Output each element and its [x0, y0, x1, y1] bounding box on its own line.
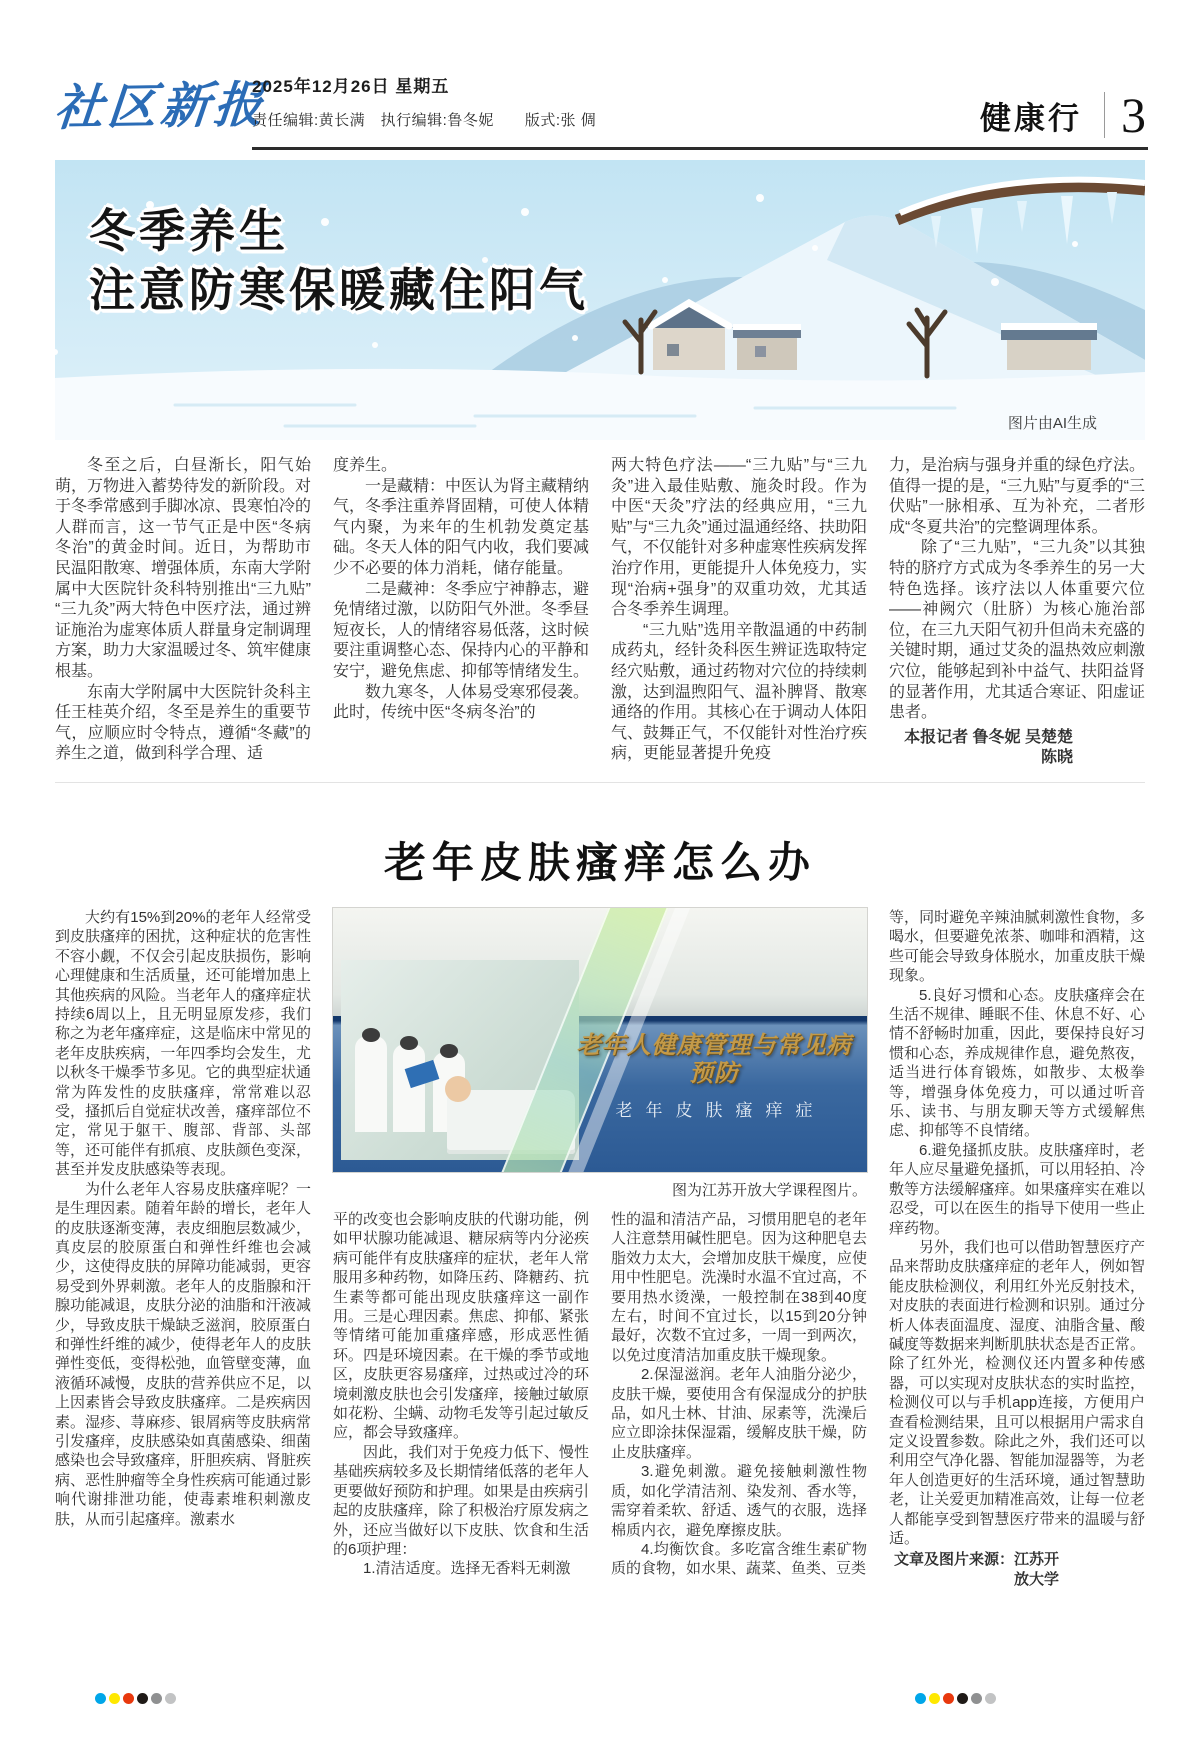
- paragraph: 另外，我们也可以借助智慧医疗产品来帮助皮肤瘙痒症的老年人，例如智能皮肤检测仪，利用红外光反射技术，对皮肤的表面进行检测和识别。通过分析人体表面温度、湿度、油脂含量、酸碱度等数据来判断肌肤状态是否正常。除了红外光，检测仪还内置多种传感器，可以实现对皮肤状态的实时监控，检测仪可以与手机app连接，方便用户查看检测结果，且可以根据用户需求自定义设置参数。除此之外，我们还可以利用空气净化器、智能加湿器等，为老年人创造更好的生活环境，通过智慧助老，让关爱更加精准高效，让每一位老人都能享受到智慧医疗带来的温暖与舒适。: [889, 1238, 1145, 1547]
- registration-marks-left: [95, 1693, 176, 1704]
- article2-body: [55, 908, 1145, 1598]
- section-divider: [1104, 92, 1105, 138]
- article-column: [611, 456, 867, 774]
- paragraph: “三九贴”选用辛散温通的中药制成药丸，经针灸科医生辨证选取特定经穴贴敷，通过药物对穴位的持续刺激，达到温煦阳气、温补脾肾、散寒通络的作用。其核心在于调动人体阳气、鼓舞正气，不仅能针对性治疗疾病，更能显著提升免疫: [611, 621, 868, 763]
- registration-dot: [915, 1693, 926, 1704]
- article-column: [889, 456, 1145, 774]
- registration-marks-right: [915, 1693, 996, 1704]
- paragraph: 二是藏神：冬季应宁神静志，避免情绪过激，以防阳气外泄。冬季昼短夜长，人的情绪容易低落，这时候要注重调整心态、保持内心的平静和安宁，避免焦虑、抑郁等情绪发生。: [333, 580, 590, 680]
- paragraph: 度养生。: [333, 457, 398, 474]
- paragraph: 因此，我们对于免疫力低下、慢性基础疾病较多及长期情绪低落的老年人更要做好预防和护理。如果是由疾病引起的皮肤瘙痒，除了积极治疗原发病之外，还应当做好以下皮肤、饮食和生活的6项护理：: [333, 1443, 589, 1558]
- paragraph: 除了“三九贴”，“三九灸”以其独特的脐疗方式成为冬季养生的另一大特色选择。该疗法以人体重要穴位——神阙穴（肚脐）为核心施治部位，在三九天阳气初升但尚未充盛的关键时期，通过艾灸的温热效应刺激穴位，能够起到补中益气、扶阳益肾的显著作用，尤其适合寒证、阳虚证患者。: [889, 539, 1146, 722]
- patient-figure: [445, 1076, 471, 1102]
- registration-dot: [957, 1693, 968, 1704]
- nurse-figure: [393, 1044, 425, 1132]
- page-number: 3: [1121, 87, 1146, 143]
- paragraph: 等，同时避免辛辣油腻刺激性食物，多喝水，但要避免浓茶、咖啡和酒精，这些可能会导致身体脱水，加重皮肤干燥现象。: [889, 909, 1145, 985]
- newspaper-logo: 社区新报: [52, 78, 270, 136]
- paragraph: 两大特色疗法——“三九贴”与“三九灸”进入最佳贴敷、施灸时段。作为中医“天灸”疗法的经典应用，“三九贴”与“三九灸”通过温通经络、扶助阳气，不仅能针对多种虚寒性疾病发挥治疗作用，更能提升人体免疫力，实现“治病+强身”的双重功效，尤其适合冬季养生调理。: [611, 457, 868, 619]
- nurse-hair: [440, 1044, 458, 1058]
- masthead: [52, 66, 1148, 150]
- image-credit: 图片由AI生成: [1007, 415, 1097, 432]
- article-column: [55, 456, 311, 774]
- paragraph: 大约有15%到20%的老年人经常受到皮肤瘙痒的困扰，这种症状的危害性不容小觑，不仅会引起皮肤损伤，影响心理健康和生活质量，还可能增加患上其他疾病的风险。当老年人的瘙痒症状持续6周以上，且无明显原发疹，我们称之为老年瘙痒症，这是临床中常见的老年皮肤疾病，一年四季均会发生，尤以秋冬干燥季节多见。它的典型症状通常为阵发性的皮肤瘙痒，常常难以忍受，搔抓后自觉症状改善，瘙痒部位不定，常见于躯干、腹部、背部、头部等，还可能伴有抓痕、皮肤颜色变深，甚至并发皮肤感染等表现。: [55, 909, 311, 1179]
- registration-dot: [109, 1693, 120, 1704]
- course-photo: [333, 908, 867, 1172]
- header-rule: [252, 147, 1148, 150]
- paragraph: 2.保湿滋润。老年人油脂分泌少，皮肤干燥，要使用含有保湿成分的护肤品，如凡士林、甘油、尿素等，洗澡后应立即涂抹保湿霜，缓解皮肤干燥，防止皮肤瘙痒。: [611, 1366, 867, 1461]
- registration-dot: [95, 1693, 106, 1704]
- paragraph: 3.避免刺激。避免接触刺激性物质，如化学清洁剂、染发剂、香水等，需穿着柔软、舒适、透气的衣服，选择棉质内衣，避免摩擦皮肤。: [611, 1463, 867, 1539]
- course-banner-subtitle: 老年皮肤瘙痒症: [615, 1101, 826, 1120]
- article-divider: [55, 782, 1145, 783]
- article2-headline: 老年皮肤瘙痒怎么办: [383, 839, 816, 886]
- editors-line: 责任编辑:黄长满 执行编辑:鲁冬妮 版式:张 倜: [252, 112, 597, 129]
- paragraph: 数九寒冬，人体易受寒邪侵袭。此时，传统中医“冬病冬治”的: [333, 683, 590, 722]
- paragraph: 1.清洁适度。选择无香料无刺激: [363, 1560, 571, 1578]
- paragraph: 东南大学附属中大医院针灸科主任王桂英介绍，冬至是养生的重要节气，应顺应时令特点，遵循“冬藏”的养生之道，做到科学合理、适: [55, 683, 312, 763]
- nurse-figure: [355, 1036, 387, 1132]
- course-banner-title: 老年人健康管理与常见病预防: [576, 1032, 852, 1087]
- article1-headline: [89, 202, 589, 320]
- article1-banner: [55, 160, 1145, 440]
- nurse-hair: [362, 1028, 380, 1042]
- paragraph: 一是藏精：中医认为肾主藏精纳气，冬季注重养肾固精，可使人体精气内聚，为来年的生机勃发奠定基础。冬天人体的阳气内收，我们要减少不必要的体力消耗，储存能量。: [333, 477, 590, 577]
- registration-dot: [971, 1693, 982, 1704]
- paragraph: 4.均衡饮食。多吃富含维生素矿物质的食物，如水果、蔬菜、鱼类、豆类: [611, 1540, 867, 1578]
- section-name: 健康行: [980, 100, 1082, 136]
- headline-line1: 冬季养生: [89, 205, 289, 257]
- issue-date: 2025年12月26日 星期五: [252, 77, 450, 96]
- paragraph: 性的温和清洁产品，习惯用肥皂的老年人注意禁用碱性肥皂。因为这种肥皂去脂效力太大，会增加皮肤干燥度，应使用中性肥皂。洗澡时水温不宜过高，不要用热水烫澡，一般控制在38到40度左右，时间不宜过长，以15到20分钟最好，次数不宜过多，一周一到两次，以免过度清洁加重皮肤干燥现象。: [611, 1211, 867, 1364]
- nurse-hair: [400, 1036, 418, 1050]
- masthead-meta: [252, 72, 596, 130]
- article-column: [55, 908, 311, 1598]
- registration-dot: [151, 1693, 162, 1704]
- registration-dot: [943, 1693, 954, 1704]
- section-cluster: [980, 87, 1146, 143]
- headline-line2: 注意防寒保暖藏住阳气: [89, 263, 589, 316]
- registration-dot: [123, 1693, 134, 1704]
- article1-body: [55, 456, 1145, 774]
- paragraph: 为什么老年人容易皮肤瘙痒呢？一是生理因素。随着年龄的增长，老年人的皮肤逐渐变薄，表皮细胞层数减少，真皮层的胶原蛋白和弹性纤维也会减少，这使得皮肤的屏障功能减弱，更容易受到外界刺激。老年人的皮脂腺和汗腺功能减退，皮肤分泌的油脂和汗液减少，导致皮肤干燥缺乏滋润，胶原蛋白和弹性纤维的减少，使得老年人的皮肤弹性变低，变得松弛，血管壁变薄，血液循环减慢，皮肤的营养供应不足，以上因素皆会导致皮肤瘙痒。二是疾病因素。湿疹、荨麻疹、银屑病等皮肤病常引发瘙痒，皮肤感染如真菌感染、细菌感染也会导致瘙痒，肝胆疾病、肾脏疾病、恶性肿瘤等全身性疾病可能通过影响代谢排泄功能，使毒素堆积刺激皮肤，从而引起瘙痒。激素水: [55, 1180, 311, 1528]
- registration-dot: [165, 1693, 176, 1704]
- paragraph: 本报记者 鲁冬妮 吴楚楚 陈晓: [904, 728, 1073, 767]
- paragraph: 5.良好习惯和心态。皮肤瘙痒会在生活不规律、睡眠不佳、休息不好、心情不舒畅时加重，因此，要保持良好习惯和心态，养成规律作息，避免熬夜，适当进行体育锻炼，如散步、太极拳等，增强身体免疫力，可以通过听音乐、读书、与朋友聊天等方式缓解焦虑、抑郁等不良情绪。: [889, 986, 1145, 1140]
- registration-dot: [929, 1693, 940, 1704]
- photo-caption: 图为江苏开放大学课程图片。: [671, 1182, 867, 1199]
- paragraph: 冬至之后，白昼渐长，阳气始萌，万物进入蓄势待发的新阶段。对于冬季常感到手脚冰凉、畏寒怕冷的人群而言，这一节气正是中医“冬病冬治”的黄金时间。近日，为帮助市民温阳散寒、增强体质，东南大学附属中大医院针灸科特别推出“三九贴”“三九灸”两大特色中医疗法，通过辨证施治为虚寒体质人群量身定制调理方案，助力大家温暖过冬、筑牢健康根基。: [55, 457, 312, 680]
- paragraph: 文章及图片来源：江苏开放大学: [893, 1551, 1059, 1588]
- article-column: [889, 908, 1145, 1598]
- paragraph: 平的改变也会影响皮肤的代谢功能，例如甲状腺功能减退、糖尿病等内分泌疾病可能伴有皮肤瘙痒的症状，老年人常服用多种药物，如降压药、降糖药、抗生素等都可能出现皮肤瘙痒这一副作用。三是心理因素。焦虑、抑郁、紧张等情绪可能加重瘙痒感，形成恶性循环。四是环境因素。在干燥的季节或地区，皮肤更容易瘙痒，过热或过冷的环境刺激皮肤也会引发瘙痒，接触过敏原如花粉、尘螨、动物毛发等引起过敏反应，都会导致瘙痒。: [333, 1211, 589, 1442]
- registration-dot: [985, 1693, 996, 1704]
- paragraph: 力，是治病与强身并重的绿色疗法。值得一提的是，“三九贴”与夏季的“三伏贴”一脉相承、互为补充，二者形成“冬夏共治”的完整调理体系。: [889, 457, 1146, 536]
- paragraph: 6.避免搔抓皮肤。皮肤瘙痒时，老年人应尽量避免搔抓，可以用轻拍、冷敷等方法缓解瘙痒。如果瘙痒实在难以忍受，可以在医生的指导下使用一些止痒药物。: [889, 1141, 1145, 1237]
- registration-dot: [137, 1693, 148, 1704]
- article-column: [333, 456, 589, 774]
